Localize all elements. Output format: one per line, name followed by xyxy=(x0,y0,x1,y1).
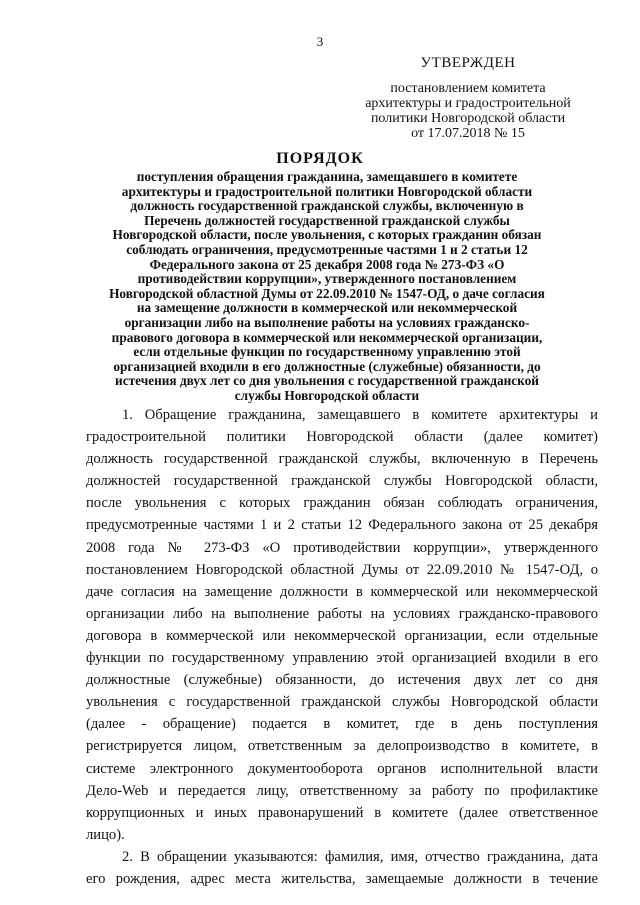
paragraph-1-line: должность государственной гражданской службы, включенную в Перечень xyxy=(86,451,598,468)
subtitle-line: организации либо на выполнение работы на условиях гражданско- xyxy=(124,314,530,330)
paragraph-1-line: 1. Обращение гражданина, замещавшего в комитете архитектуры и xyxy=(122,407,598,423)
paragraph-1-line: регистрируется лицом, ответственным за делопроизводство в комитете, в xyxy=(86,738,598,755)
subtitle-line: если отдельные функции по государственному управлению этой xyxy=(133,344,521,360)
subtitle-line: службы Новгородской области xyxy=(234,387,420,403)
subtitle-line: на замещение должности в коммерческой или некоммерческой xyxy=(136,300,518,316)
subtitle-line: Новгородской областной Думы от 22.09.2010 № 1547-ОД, о даче согласия xyxy=(109,285,545,301)
document-subtitle xyxy=(70,170,584,404)
paragraph-1-line: функции по государственному управлению этой организацией входили в его xyxy=(86,650,598,667)
document-body xyxy=(86,404,598,890)
approval-line: от 17.07.2018 № 15 xyxy=(411,126,525,141)
approval-heading: УТВЕРЖДЕН xyxy=(420,55,516,71)
paragraph-1-line: лицо). xyxy=(86,826,125,843)
approval-line: архитектуры и градостроительной xyxy=(365,96,571,111)
subtitle-line: противодействии коррупции», утвержденного постановлением xyxy=(137,271,517,287)
approval-line: политики Новгородской области xyxy=(370,111,566,126)
paragraph-1-line: постановлением Новгородской областной Думы от 22.09.2010 № 1547-ОД, о xyxy=(86,561,598,578)
subtitle-line: Перечень должностей государственной гражданской службы xyxy=(144,212,510,228)
paragraph-1-line: 2008 года № 273-ФЗ «О противодействии коррупции», утвержденного xyxy=(86,539,598,556)
subtitle-line: истечения двух лет со дня увольнения с государственной гражданской xyxy=(115,373,539,389)
paragraph-1-line: системе электронного документооборота органов исполнительной власти xyxy=(86,760,598,777)
paragraph-2-line: его рождения, адрес места жительства, замещаемые должности в течение xyxy=(86,870,598,887)
paragraph-1-line: коррупционных и иных правонарушений в комитете (далее ответственное xyxy=(86,804,598,821)
approval-line: постановлением комитета xyxy=(390,81,546,96)
paragraph-1-line: должностей государственной гражданской службы Новгородской области, xyxy=(86,473,598,490)
paragraph-1-line: должностные (служебные) обязанности, до истечения двух лет со дня xyxy=(86,672,598,689)
subtitle-line: правового договора в коммерческой или некоммерческой организации, xyxy=(111,329,543,345)
paragraph-1-line: увольнения с государственной гражданской службы Новгородской области xyxy=(86,694,598,711)
paragraph-1-line: Дело-Web и передается лицу, ответственному за работу по профилактике xyxy=(86,782,598,799)
subtitle-line: должность государственной гражданской службы, включенную в xyxy=(130,198,524,214)
subtitle-line: соблюдать ограничения, предусмотренные частями 1 и 2 статьи 12 xyxy=(126,241,528,257)
subtitle-line: архитектуры и градостроительной политики Новгородской области xyxy=(121,183,533,199)
subtitle-line: поступления обращения гражданина, замещавшего в комитете xyxy=(136,169,518,184)
subtitle-line: организацией входили в его должностные (служебные) обязанности, до xyxy=(113,358,541,374)
paragraph-1-line: предусмотренные частями 1 и 2 статьи 12 Федерального закона от 25 декабря xyxy=(86,517,598,534)
paragraph-1-line: договора в коммерческой или некоммерческой организации, если отдельные xyxy=(86,627,598,644)
subtitle-line: Новгородской области, после увольнения, с которых гражданин обязан xyxy=(112,227,542,243)
paragraph-1-line: организации либо на выполнение работы на условиях гражданско-правового xyxy=(86,605,598,622)
approval-block xyxy=(348,56,588,141)
paragraph-1-line: даче согласия на замещение должности в коммерческой или некоммерческой xyxy=(86,583,598,600)
subtitle-line: Федерального закона от 25 декабря 2008 года № 273-ФЗ «О xyxy=(149,256,505,272)
paragraph-1-line: (далее - обращение) подается в комитет, где в день поступления xyxy=(86,716,598,733)
document-title: ПОРЯДОК xyxy=(276,150,364,167)
paragraph-1-line: градостроительной политики Новгородской области (далее комитет) xyxy=(86,429,598,446)
paragraph-2-line: 2. В обращении указываются: фамилия, имя, отчество гражданина, дата xyxy=(122,848,598,865)
paragraph-1-line: после увольнения с которых гражданин обязан соблюдать ограничения, xyxy=(86,495,598,512)
page-number: 3 xyxy=(316,34,324,49)
